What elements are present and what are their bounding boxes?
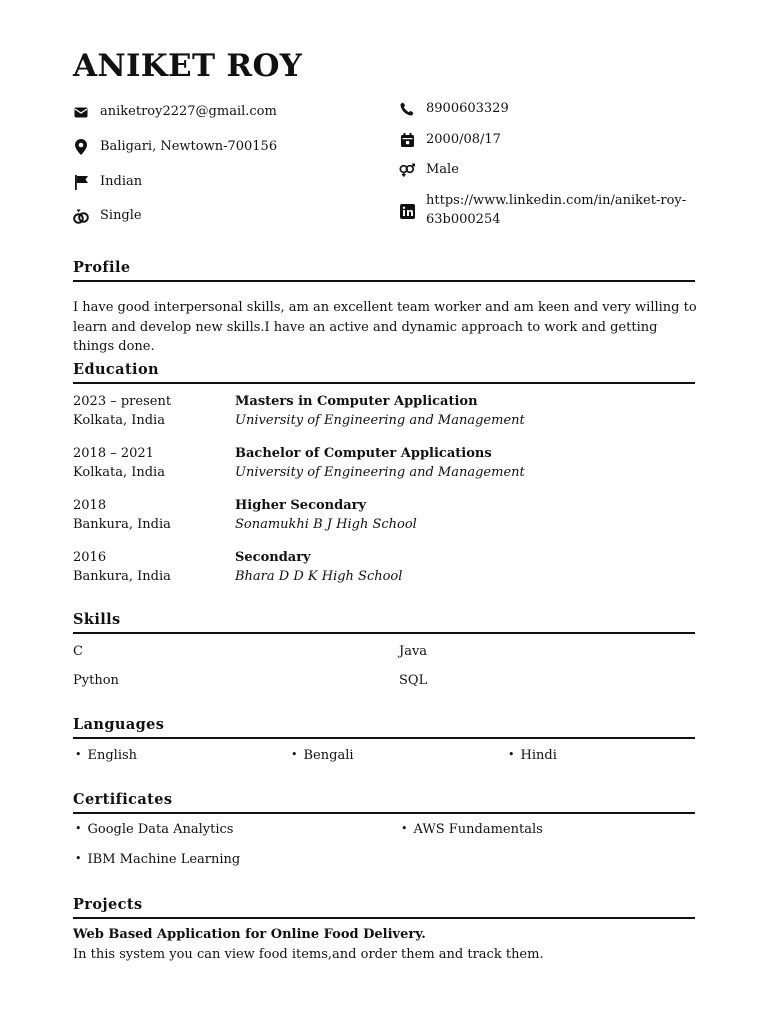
education-degree: Bachelor of Computer Applications [235,446,492,461]
education-degree: Higher Secondary [235,498,367,513]
flag-icon [73,174,89,190]
section-divider [73,280,695,282]
address-text: Baligari, Newtown-700156 [100,139,278,154]
phone-icon [399,101,415,117]
skill-item: Python [73,673,119,688]
profile-summary: I have good interpersonal skills, am an excellent team worker and am keen and very willing to learn and develop new skills.I have an active and dynamic approach to work and getting things done. [73,300,697,354]
location-pin-icon [73,139,89,155]
certificate-item: • AWS Fundamentals [401,822,543,837]
section-divider [73,632,695,634]
candidate-name: ANIKET ROY [73,48,303,84]
rings-icon [73,208,89,224]
skill-item: SQL [399,673,428,688]
education-degree: Secondary [235,550,311,565]
phone-text: 8900603329 [426,101,509,116]
certificate-item: • Google Data Analytics [75,822,233,837]
nationality-text: Indian [100,174,143,189]
education-institution: Bhara D D K High School [235,569,403,584]
section-title-profile: Profile [73,259,131,276]
education-degree: Masters in Computer Application [235,394,478,409]
section-divider [73,917,695,919]
education-location: Bankura, India [73,517,171,532]
certificate-item: • IBM Machine Learning [75,852,240,867]
section-title-languages: Languages [73,716,165,733]
skill-item: C [73,644,83,659]
section-divider [73,812,695,814]
project-description: In this system you can view food items,and order them and track them. [73,947,544,962]
education-location: Bankura, India [73,569,171,584]
education-location: Kolkata, India [73,465,165,480]
language-item: • English [75,748,137,763]
education-location: Kolkata, India [73,413,165,428]
project-title: Web Based Application for Online Food Delivery. [73,927,426,942]
education-dates: 2023 – present [73,394,172,409]
section-title-projects: Projects [73,896,143,913]
gender-text: Male [426,162,459,177]
language-item: • Hindi [508,748,557,763]
calendar-icon [399,132,415,148]
dob-text: 2000/08/17 [426,132,501,147]
envelope-icon [73,104,89,120]
education-dates: 2018 [73,498,107,513]
section-divider [73,382,695,384]
section-title-certificates: Certificates [73,791,173,808]
education-dates: 2016 [73,550,107,565]
education-institution: University of Engineering and Management [235,465,525,480]
education-dates: 2018 – 2021 [73,446,154,461]
gender-icon [399,162,415,178]
email-text: aniketroy2227@gmail.com [100,104,277,119]
skill-item: Java [399,644,428,659]
education-institution: University of Engineering and Management [235,413,525,428]
linkedin-icon [399,203,415,219]
section-divider [73,737,695,739]
education-institution: Sonamukhi B J High School [235,517,417,532]
resume-page [73,0,695,1024]
section-title-skills: Skills [73,611,121,628]
linkedin-link[interactable]: https://www.linkedin.com/in/aniket-roy-63b000254 [426,193,687,227]
marital-status-text: Single [100,208,142,223]
language-item: • Bengali [291,748,354,763]
section-title-education: Education [73,361,159,378]
